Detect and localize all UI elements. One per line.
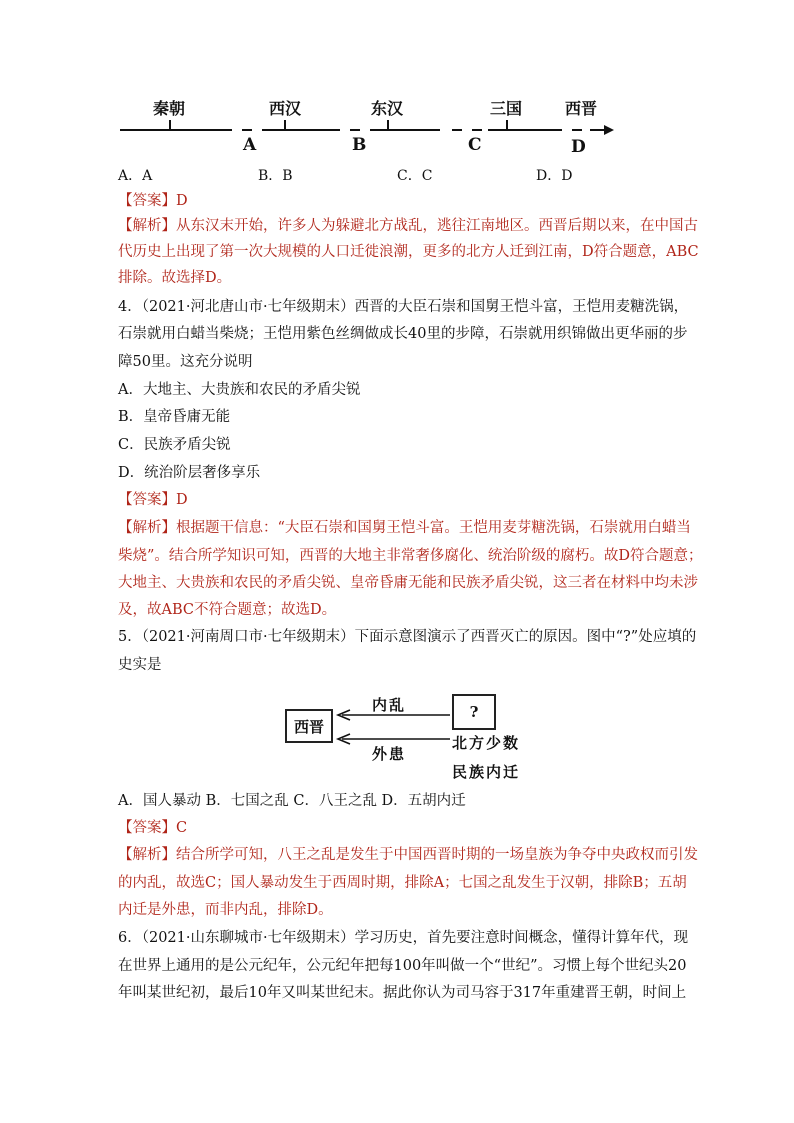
q4-analysis-line: 大地主、大贵族和农民的矛盾尖锐、皇帝昏庸无能和民族矛盾尖锐，这三者在材料中均未涉 — [118, 575, 698, 591]
diagram-caption-2: 民族内迁 — [452, 763, 521, 781]
timeline-letter-c: C — [468, 135, 482, 155]
q4-stem-line: 障50里。这充分说明 — [118, 354, 253, 370]
q4-option-a: A．大地主、大贵族和农民的矛盾尖锐 — [118, 382, 361, 398]
diagram-box-question: ? — [452, 694, 496, 730]
timeline-label-donghan: 东汉 — [371, 99, 404, 118]
analysis-tag: 【解析】 — [118, 218, 176, 234]
q4-option-b: B．皇帝昏庸无能 — [118, 409, 231, 425]
analysis-text: 根据题干信息：“大臣石崇和国舅王恺斗富。王恺用麦芽糖洗锅，石崇就用白蜡当 — [176, 520, 691, 536]
timeline-axis — [0, 0, 794, 170]
q3-option-c: C．C — [397, 168, 433, 184]
timeline-label-xijin: 西晋 — [565, 99, 598, 118]
diagram-label-waihuan: 外患 — [372, 745, 407, 763]
answer-tag: 【答案】 — [118, 820, 176, 836]
q5-analysis-line: 的内乱，故选C；国人暴动发生于西周时期，排除A；七国之乱发生于汉朝，排除B；五胡 — [118, 875, 687, 891]
analysis-tag: 【解析】 — [118, 520, 176, 536]
q4-answer — [118, 490, 678, 510]
timeline-label-xihan: 西汉 — [269, 99, 302, 118]
q6-stem-line: 在世界上通用的是公元纪年，公元纪年把每100年叫做一个“世纪”。习惯上每个世纪头20 — [118, 958, 687, 974]
diagram-box-xijin: 西晋 — [285, 709, 333, 743]
arrow-head-icon — [338, 734, 350, 744]
q6-stem-line: 年叫某世纪初，最后10年又叫某世纪末。据此你认为司马容于317年重建晋王朝，时间上 — [118, 985, 687, 1001]
analysis-text: 从东汉末开始，许多人为躲避北方战乱，逃往江南地区。西晋后期以来，在中国古 — [176, 218, 698, 234]
q5-answer — [118, 818, 678, 838]
q5-analysis-line — [118, 845, 698, 865]
analysis-text: 结合所学可知，八王之乱是发生于中国西晋时期的一场皇族为争夺中央政权而引发 — [176, 847, 698, 863]
q4-option-c: C．民族矛盾尖锐 — [118, 437, 231, 453]
arrow-head-icon — [338, 710, 350, 720]
timeline-label-sanguo: 三国 — [490, 99, 523, 118]
q4-stem-line: 石崇就用白蜡当柴烧；王恺用紫色丝绸做成长40里的步障，石崇就用织锦做出更华丽的步 — [118, 326, 688, 342]
q4-analysis-line: 及，故ABC不符合题意；故选D。 — [118, 602, 337, 618]
answer-value: D — [176, 492, 188, 508]
timeline-letter-d: D — [571, 137, 586, 157]
q4-analysis-line: 柴烧”。结合所学知识可知，西晋的大地主非常奢侈腐化、统治阶级的腐朽。故D符合题意； — [118, 548, 703, 564]
timeline-letter-b: B — [352, 135, 367, 155]
q3-analysis-line: 排除。故选择D。 — [118, 270, 232, 286]
q3-option-d: D．D — [536, 168, 573, 184]
q3-option-b: B．B — [258, 168, 293, 184]
q3-analysis-line — [118, 216, 698, 236]
diagram-caption-1: 北方少数 — [452, 734, 521, 752]
q4-option-d: D．统治阶层奢侈享乐 — [118, 465, 261, 481]
timeline-arrowhead-icon — [604, 125, 614, 135]
q4-stem-line: 4．（2021·河北唐山市·七年级期末）西晋的大臣石崇和国舅王恺斗富，王恺用麦糖洗锅， — [118, 299, 689, 315]
q5-options: A．国人暴动 B．七国之乱 C．八王之乱 D．五胡内迁 — [118, 793, 466, 809]
q3-option-a: A．A — [118, 168, 153, 184]
answer-tag: 【答案】 — [118, 492, 176, 508]
q3-analysis-line: 代历史上出现了第一次大规模的人口迁徙浪潮，更多的北方人迁到江南，D符合题意，ABC — [118, 244, 699, 260]
q3-answer — [118, 191, 678, 211]
q5-analysis-line: 内迁是外患，而非内乱，排除D。 — [118, 902, 333, 918]
q5-stem-line: 史实是 — [118, 657, 162, 673]
answer-tag: 【答案】 — [118, 193, 176, 209]
timeline-label-qin: 秦朝 — [153, 99, 186, 118]
answer-value: D — [176, 193, 188, 209]
q4-analysis-line — [118, 518, 691, 538]
timeline-letter-a: A — [243, 135, 257, 155]
analysis-tag: 【解析】 — [118, 847, 176, 863]
q6-stem-line: 6．（2021·山东聊城市·七年级期末）学习历史，首先要注意时间概念，懂得计算年代，现 — [118, 930, 689, 946]
answer-value: C — [176, 820, 188, 836]
diagram-label-neiluan: 内乱 — [372, 696, 407, 714]
q5-stem-line: 5．（2021·河南周口市·七年级期末）下面示意图演示了西晋灭亡的原因。图中“?”处应填的 — [118, 629, 697, 645]
